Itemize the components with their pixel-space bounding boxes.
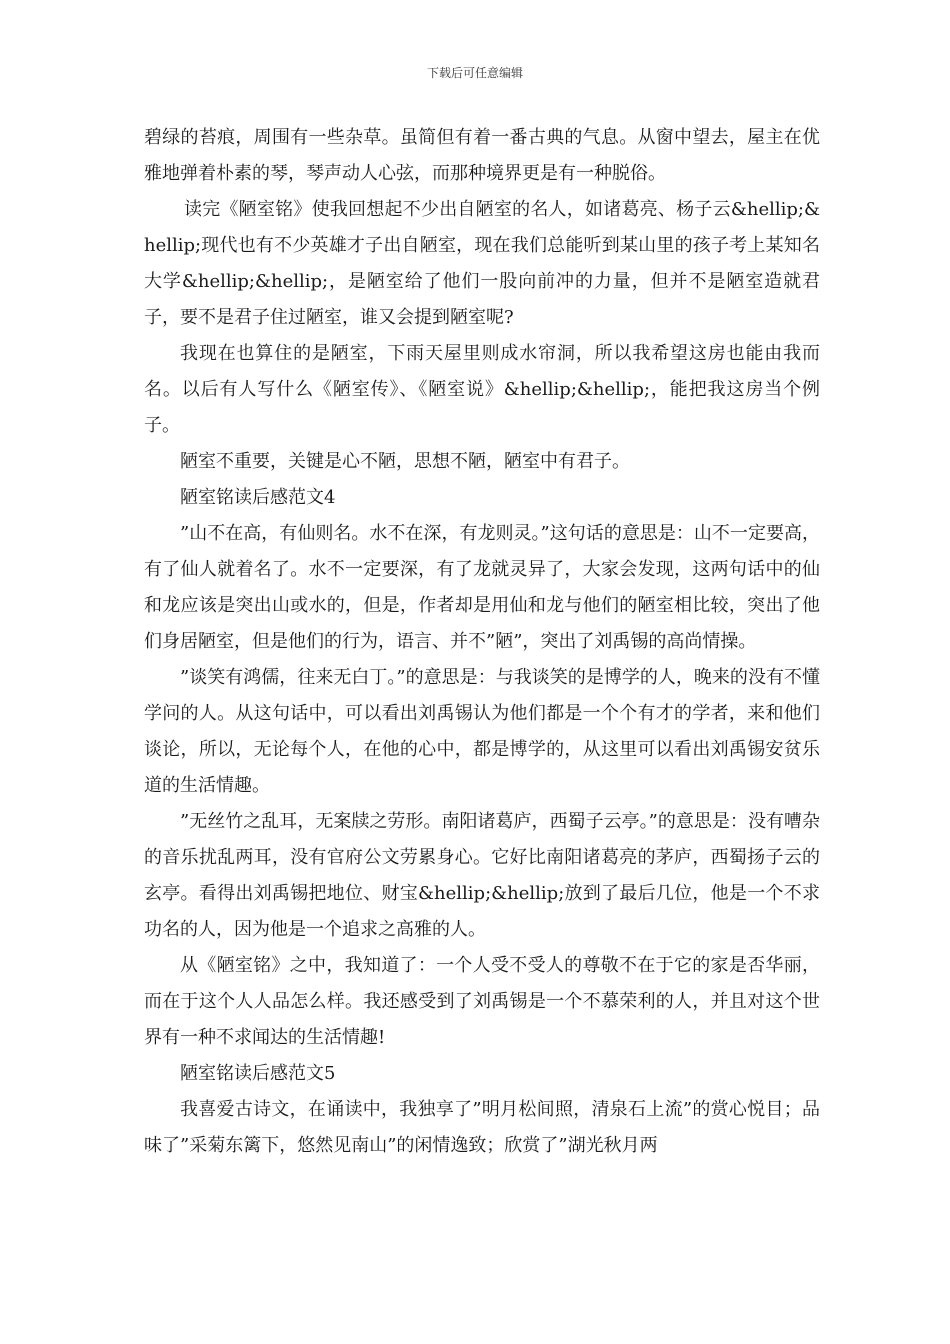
paragraph-3: 我现在也算住的是陋室，下雨天屋里则成水帘洞，所以我希望这房也能由我而名。以后有人写什么《陋室传》、《陋室说》&hellip;&hellip;，能把我这房当个例子。	[144, 343, 820, 436]
paragraph-11: 我喜爱古诗文，在诵读中，我独享了”明月松间照，清泉石上流”的赏心悦目；品味了”采菊东篱下，悠然见南山”的闲情逸致；欣赏了”湖光秋月两	[144, 1099, 820, 1156]
paragraph-6: ”山不在高，有仙则名。水不在深，有龙则灵。”这句话的意思是：山不一定要高，有了仙人就着名了。水不一定要深，有了龙就灵异了，大家会发现，这两句话中的仙和龙应该是突出山或水的，但是，作者却是用仙和龙与他们的陋室相比较，突出了他们身居陋室，但是他们的行为，语言、并不”陋”，突出了刘禹锡的高尚情操。	[144, 523, 820, 652]
paragraph-2: 读完《陋室铭》使我回想起不少出自陋室的名人，如诸葛亮、杨子云&hellip;&hellip;现代也有不少英雄才子出自陋室，现在我们总能听到某山里的孩子考上某知名大学&hellip;&hellip;，是陋室给了他们一股向前冲的力量，但并不是陋室造就君子，要不是君子住过陋室，谁又会提到陋室呢?	[144, 199, 820, 328]
document-body	[144, 120, 820, 1164]
paragraph-7: ”谈笑有鸿儒，往来无白丁。”的意思是：与我谈笑的是博学的人，晚来的没有不懂学问的人。从这句话中，可以看出刘禹锡认为他们都是一个个有才的学者，来和他们谈论，所以，无论每个人，在他的心中，都是博学的，从这里可以看出刘禹锡安贫乐道的生活情趣。	[144, 667, 820, 796]
section-heading-4: 陋室铭读后感范文4	[180, 487, 336, 508]
paragraph-8: ”无丝竹之乱耳，无案牍之劳形。南阳诸葛庐，西蜀子云亭。”的意思是：没有嘈杂的音乐扰乱两耳，没有官府公文劳累身心。它好比南阳诸葛亮的茅庐，西蜀扬子云的玄亭。看得出刘禹锡把地位、财宝&hellip;&hellip;放到了最后几位，他是一个不求功名的人，因为他是一个追求之高雅的人。	[144, 811, 820, 940]
page-header: 下载后可任意编辑	[426, 66, 523, 80]
paragraph-9: 从《陋室铭》之中，我知道了：一个人受不受人的尊敬不在于它的家是否华丽，而在于这个人人品怎么样。我还感受到了刘禹锡是一个不慕荣利的人，并且对这个世界有一种不求闻达的生活情趣!	[144, 955, 820, 1048]
paragraph-1: 碧绿的苔痕，周围有一些杂草。虽简但有着一番古典的气息。从窗中望去，屋主在优雅地弹着朴素的琴，琴声动人心弦，而那种境界更是有一种脱俗。	[144, 127, 820, 184]
section-heading-5: 陋室铭读后感范文5	[180, 1063, 336, 1084]
paragraph-4: 陋室不重要，关键是心不陋，思想不陋，陋室中有君子。	[180, 451, 630, 472]
